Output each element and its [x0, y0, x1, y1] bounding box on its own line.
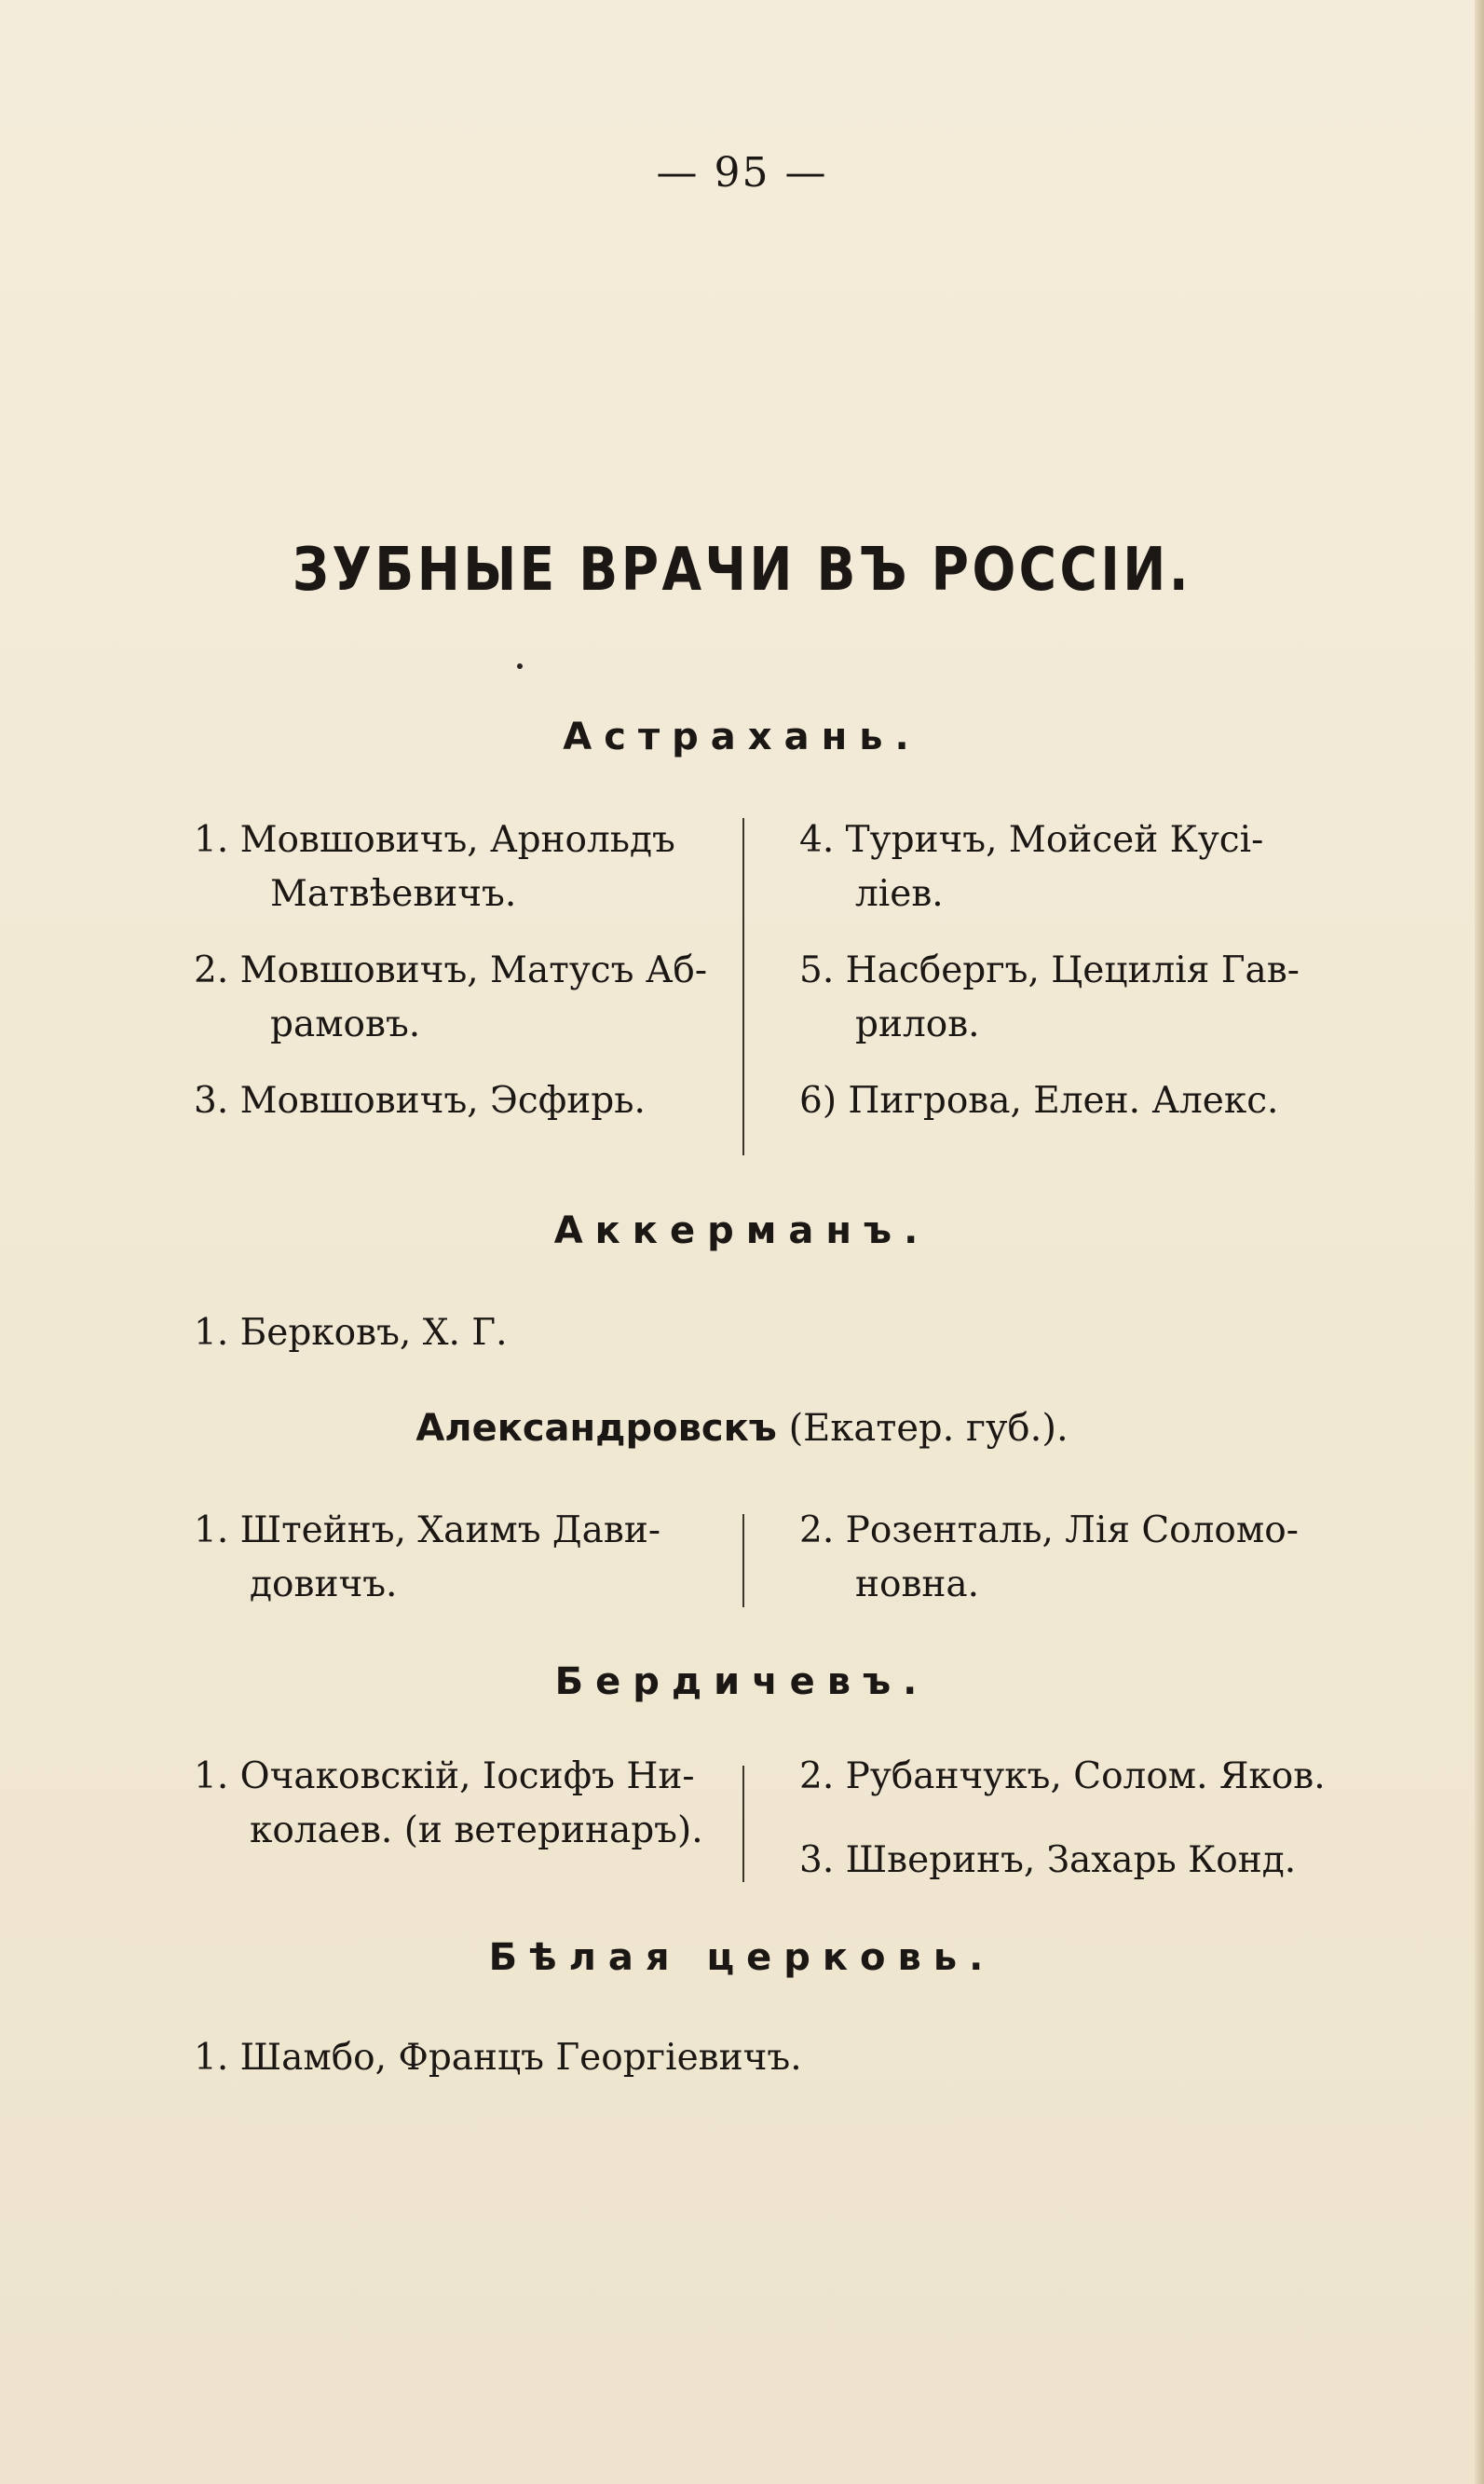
city-name: Бѣлая церковь. — [488, 1936, 996, 1979]
ink-dot — [517, 663, 523, 669]
entry-line: 2. Розенталь, Лiя Соломо- — [799, 1509, 1299, 1551]
city-heading-akkerman — [0, 1209, 1484, 1252]
entry-item — [194, 944, 708, 1052]
entry-line: 5. Насбергъ, Цецилiя Гав- — [799, 949, 1300, 991]
entry-line: колаев. (и ветеринаръ). — [250, 1809, 703, 1851]
entry-item — [799, 1504, 1299, 1612]
entry-item — [194, 1750, 703, 1858]
entry-line: 1. Берковъ, Х. Г. — [194, 1312, 508, 1354]
entry-item — [194, 1074, 678, 1128]
city-note: (Екатер. губ.). — [788, 1407, 1069, 1450]
entry-item — [799, 944, 1300, 1052]
entry-line: 1. Шамбо, Францъ Георгiевичъ. — [194, 2037, 802, 2079]
city-name: Аккерманъ. — [553, 1209, 931, 1252]
entry-item — [799, 1750, 1326, 1804]
entry-line: 3. Шверинъ, Захарь Конд. — [799, 1839, 1297, 1881]
entry-line: довичъ. — [250, 1563, 398, 1605]
entry-line: 4. Туричъ, Мойсей Кусi- — [799, 819, 1264, 861]
entry-item — [799, 813, 1284, 921]
entry-item — [194, 1504, 678, 1612]
entry-line: рамовъ. — [270, 1003, 421, 1045]
entry-item — [194, 2031, 846, 2085]
entry-line: 1. Очаковскiй, Iосифъ Ни- — [194, 1755, 695, 1797]
entry-line: рилов. — [855, 1003, 980, 1045]
city-heading-astrakhan — [0, 716, 1484, 758]
entry-item — [799, 1834, 1297, 1888]
entry-line: 2. Мовшовичъ, Матусъ Аб- — [194, 949, 708, 991]
column-divider — [742, 818, 744, 1155]
city-name: Александровскъ — [415, 1407, 777, 1450]
entry-item — [194, 1306, 678, 1360]
city-name: Астрахань. — [563, 716, 921, 758]
city-heading-belaya-tserkov — [0, 1936, 1484, 1979]
entry-item — [799, 1074, 1284, 1128]
entry-line: Матвѣевичъ. — [270, 873, 517, 915]
entry-line: 3. Мовшовичъ, Эсфирь. — [194, 1080, 646, 1122]
entry-line: 6) Пигрова, Елен. Алекс. — [799, 1080, 1279, 1122]
entry-line: лiев. — [855, 873, 944, 915]
column-divider — [742, 1766, 744, 1882]
city-heading-aleksandrovsk — [0, 1407, 1484, 1450]
column-divider — [742, 1514, 744, 1607]
entry-item — [194, 813, 678, 921]
entry-line: 1. Мовшовичъ, Арнольдъ — [194, 819, 675, 861]
page-title: ЗУБНЫЕ ВРАЧИ ВЪ РОССIИ. — [292, 536, 1192, 605]
entry-line: 1. Штейнъ, Хаимъ Дави- — [194, 1509, 661, 1551]
page-number: — 95 — — [656, 149, 828, 197]
entry-line: новна. — [855, 1563, 980, 1605]
city-name: Бердичевъ. — [554, 1660, 930, 1703]
entry-line: 2. Рубанчукъ, Солом. Яков. — [799, 1755, 1326, 1797]
city-heading-berdichev — [0, 1660, 1484, 1703]
